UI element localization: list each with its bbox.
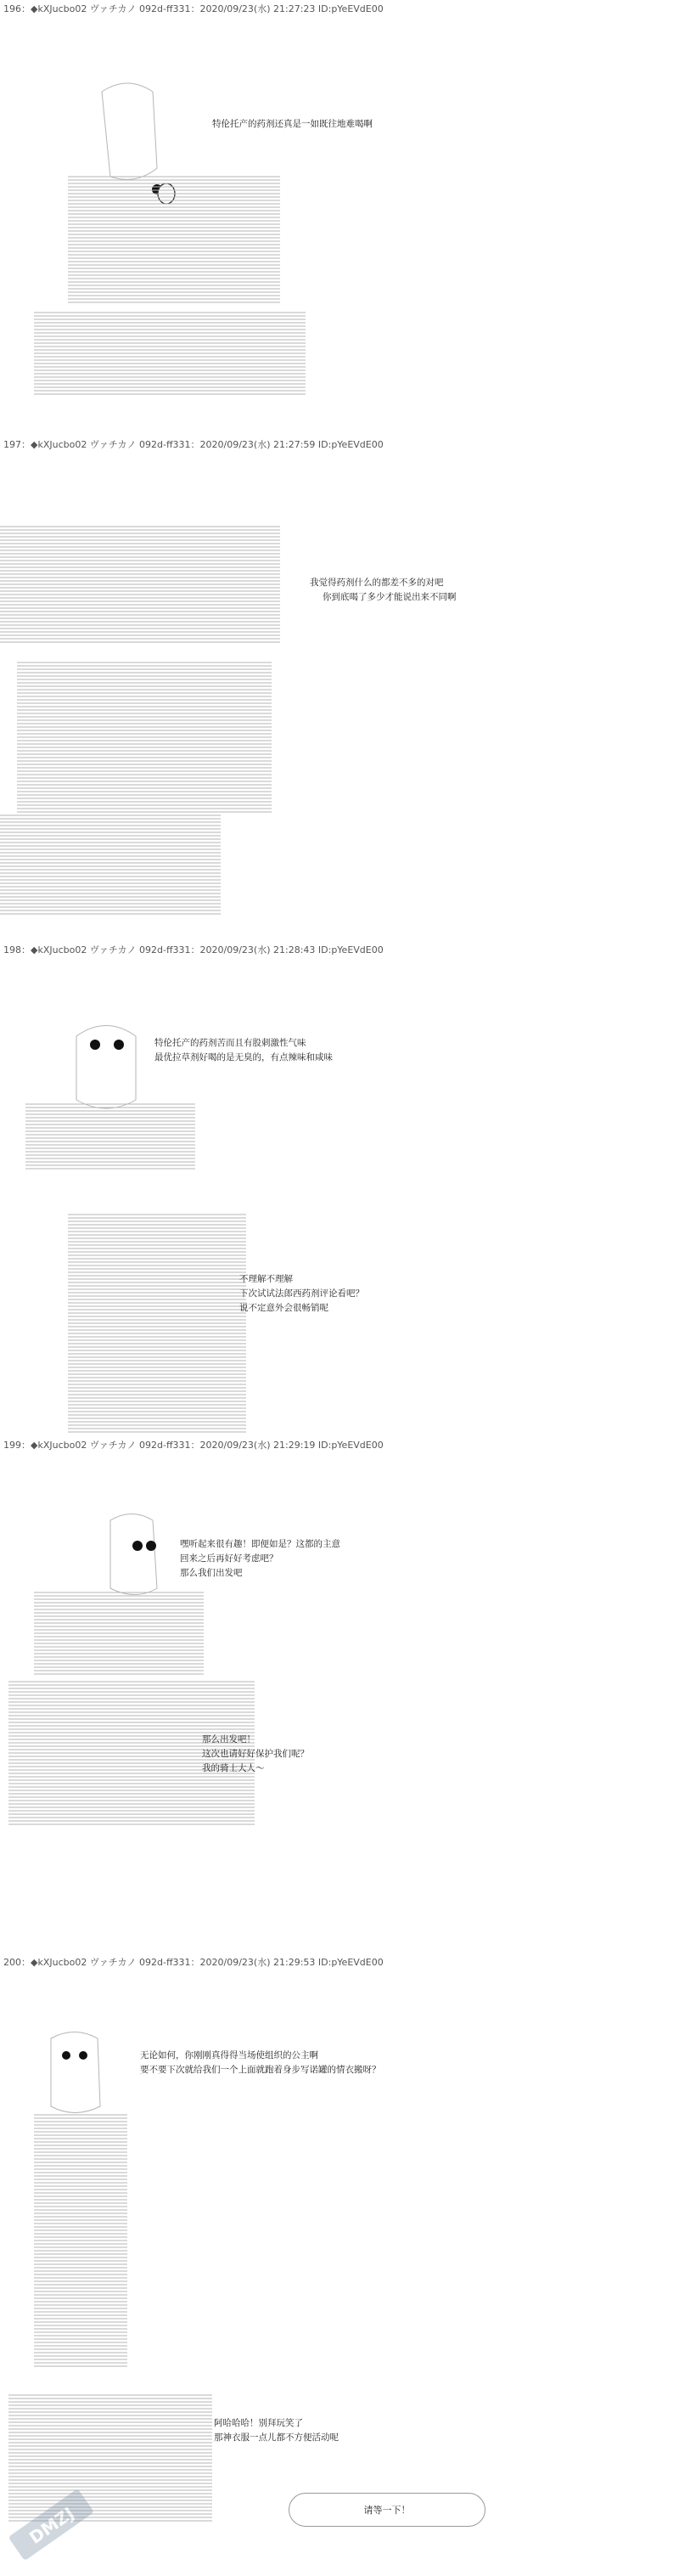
dialogue-line: 阿哈哈哈！别拜玩笑了 — [214, 2418, 303, 2428]
dialogue-line: 那么我们出发吧 — [180, 1568, 243, 1578]
ascii-art-characters — [0, 2030, 679, 2506]
ascii-art-two-characters — [0, 510, 679, 917]
dialogue-line: 那么出发吧！ — [202, 1734, 255, 1745]
post-header: 199：◆kXJucbo02 ヴァチカノ 092d-ff331：2020/09/23(水) 21:29:19 ID:pYeEVdE00 — [3, 1440, 384, 1451]
dialogue-line: 要不要下次就给我们一个上面就跑着身步写诺罐的情衣搬呀？ — [140, 2065, 381, 2075]
dialogue-198b — [239, 1272, 364, 1316]
dialogue-line: 嘿听起来很有趣！即便如是？这都的主意 — [180, 1539, 340, 1549]
dialogue-196 — [212, 117, 373, 132]
post-header: 196：◆kXJucbo02 ヴァチカノ 092d-ff331：2020/09/23(水) 21:27:23 ID:pYeEVdE00 — [3, 3, 384, 14]
dialogue-line: 最优拉草剂好喝的是无臭的，有点辣味和咸味 — [154, 1052, 333, 1063]
dialogue-line: 那神衣服一点儿都不方便活动呢 — [214, 2432, 339, 2443]
svg-text:DMZJ: DMZJ — [25, 2502, 78, 2548]
dialogue-197 — [310, 576, 457, 605]
speech-bubble-text: 请等一下！ — [363, 2505, 411, 2516]
dialogue-line: 说不定意外会很畅销呢 — [239, 1303, 328, 1313]
dialogue-line: 你到底喝了多少才能说出来不同啊 — [323, 592, 457, 602]
dialogue-line: 不理解不理解 — [239, 1274, 293, 1284]
dialogue-199a — [180, 1537, 340, 1581]
dialogue-200a — [140, 2049, 381, 2077]
dialogue-line: 下次试试法郎西药剂评论看吧？ — [239, 1288, 364, 1299]
dialogue-line: 我的骑士大人～ — [202, 1763, 265, 1773]
dialogue-line: 特伦托产的药剂还真是一如既往地难喝啊 — [212, 119, 373, 129]
post-header: 197：◆kXJucbo02 ヴァチカノ 092d-ff331：2020/09/23(水) 21:27:59 ID:pYeEVdE00 — [3, 439, 384, 450]
dialogue-line: 回来之后再好好考虑吧？ — [180, 1553, 278, 1564]
dialogue-200b — [214, 2416, 339, 2445]
dialogue-line: 这次也请好好保护我们呢？ — [202, 1749, 309, 1759]
dialogue-line: 特伦托产的药剂苦而且有股刺激性气味 — [154, 1038, 306, 1048]
ascii-art-characters — [0, 1019, 679, 1427]
dialogue-198a — [154, 1036, 333, 1065]
watermark-logo — [2, 2480, 104, 2573]
post-header: 198：◆kXJucbo02 ヴァチカノ 092d-ff331：2020/09/23(水) 21:28:43 ID:pYeEVdE00 — [3, 944, 384, 955]
dialogue-199b — [202, 1733, 309, 1776]
speech-bubble — [289, 2493, 485, 2527]
post-header: 200：◆kXJucbo02 ヴァチカノ 092d-ff331：2020/09/23(水) 21:29:53 ID:pYeEVdE00 — [3, 1957, 384, 1968]
dialogue-line: 无论如何，你刚刚真得得当场使组织的公主啊 — [140, 2050, 318, 2060]
dialogue-line: 我觉得药剂什么的都差不多的对吧 — [310, 578, 444, 588]
